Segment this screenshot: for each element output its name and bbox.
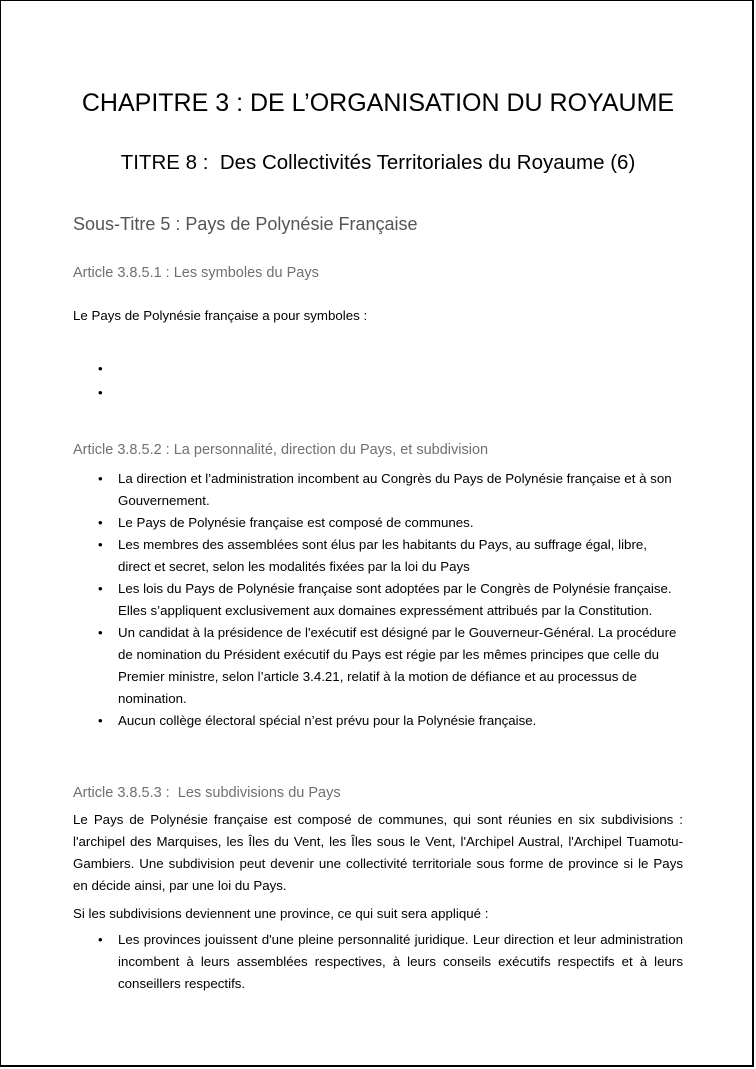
bullet-icon: • [98,932,103,947]
article-2-list [73,468,683,732]
list-item-text: Les membres des assemblées sont élus par les habitants du Pays, au suffrage égal, libre, direct et secret, selon les modalités fixées par la loi du Pays [118,537,647,574]
bullet-icon: • [98,625,103,640]
subtitle-heading: Sous-Titre 5 : Pays de Polynésie Française [73,214,418,234]
bullet-icon: • [98,361,103,376]
list-item-text: La direction et l’administration incombent au Congrès du Pays de Polynésie française et à son Gouvernement. [118,471,672,508]
list-item [73,710,683,732]
bullet-icon: • [98,385,103,400]
list-item-text: Les provinces jouissent d'une pleine personnalité juridique. Leur direction et leur administration incombent à leurs assemblées respectives, à leurs conseils exécutifs respectifs et à leurs conseillers respectifs. [118,932,683,991]
article-3-list [73,929,683,995]
list-item [73,929,683,995]
list-item-text: Un candidat à la présidence de l'exécutif est désigné par le Gouverneur-Général. La procédure de nomination du Président exécutif du Pays est régie par les mêmes principes que celle du Premier ministre, selon l’article 3.4.21, relatif à la motion de défiance et au processus de nomination. [118,625,677,706]
article-1-list [73,358,683,406]
article-1-intro: Le Pays de Polynésie française a pour symboles : [73,308,368,323]
list-item-text: Les lois du Pays de Polynésie française sont adoptées par le Congrès de Polynésie française. Elles s’appliquent exclusivement aux domaines expressément attribués par la Constitution. [118,581,672,618]
chapter-title: CHAPITRE 3 : DE L’ORGANISATION DU ROYAUME [81,89,675,117]
article-2-heading: Article 3.8.5.2 : La personnalité, direction du Pays, et subdivision [73,442,489,458]
list-item [73,382,683,406]
article-3-paragraph-1: Le Pays de Polynésie française est composé de communes, qui sont réunies en six subdivisions : l'archipel des Marquises, les Îles du Vent, les Îles sous le Vent, l'Archipel Austral, l'Archipel Tuamotu-Gambiers. Une subdivision peut devenir une collectivité territoriale sous forme de province si le Pays en décide ainsi, par une loi du Pays. [73,812,683,893]
article-1-heading: Article 3.8.5.1 : Les symboles du Pays [73,265,319,281]
list-item [73,358,683,382]
bullet-icon: • [98,713,103,728]
bullet-icon: • [98,581,103,596]
list-item [73,622,683,710]
bullet-icon: • [98,537,103,552]
list-item-text: Le Pays de Polynésie française est composé de communes. [118,515,474,530]
list-item [73,468,683,512]
list-item [73,578,683,622]
title-heading: TITRE 8 : Des Collectivités Territoriales du Royaume (6) [120,151,636,174]
bullet-icon: • [98,515,103,530]
article-3-paragraph-2: Si les subdivisions deviennent une province, ce qui suit sera appliqué : [73,906,489,921]
bullet-icon: • [98,471,103,486]
list-item-text: Aucun collège électoral spécial n’est prévu pour la Polynésie française. [118,713,537,728]
list-item [73,534,683,578]
list-item [73,512,683,534]
article-3-heading: Article 3.8.5.3 : Les subdivisions du Pays [73,785,341,801]
